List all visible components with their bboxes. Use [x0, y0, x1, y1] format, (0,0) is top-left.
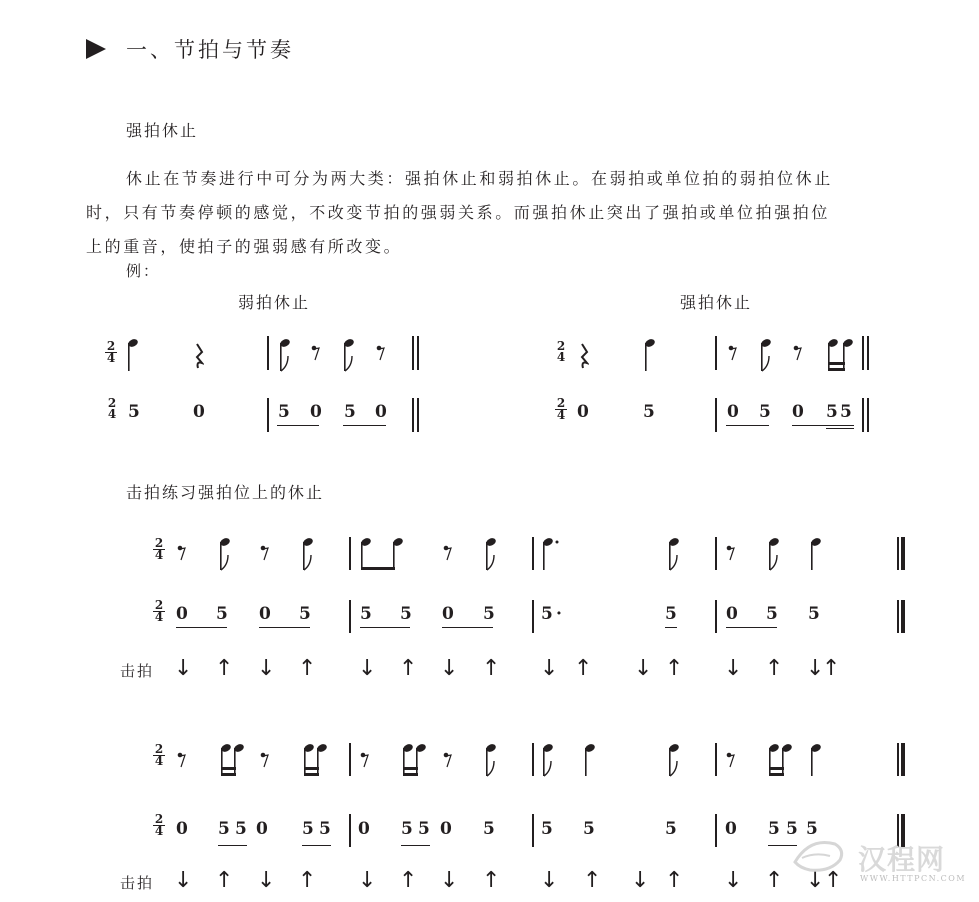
- barline: [715, 398, 717, 432]
- underline: [360, 627, 410, 628]
- jianpu-note: 0: [726, 604, 738, 624]
- down-arrow-icon: ↓: [358, 868, 377, 893]
- up-arrow-icon: ↑: [298, 656, 317, 681]
- jianpu-note: 5: [541, 604, 553, 624]
- barline: [532, 600, 534, 633]
- jianpu-note: 5: [418, 819, 430, 839]
- eighth-rest-icon: [376, 345, 386, 361]
- time-signature: 2 4: [107, 396, 117, 421]
- jianpu-note: 0: [193, 402, 205, 422]
- barline: [349, 600, 351, 633]
- jianpu-note: 5: [128, 402, 140, 422]
- jianpu-note: 0: [256, 819, 268, 839]
- barline: [715, 336, 717, 370]
- up-arrow-icon: ↑: [215, 868, 234, 893]
- underline: [176, 627, 227, 628]
- underline: [302, 845, 331, 846]
- underline: [218, 845, 247, 846]
- barline: [715, 814, 717, 847]
- double-barline: [412, 336, 414, 370]
- watermark-text: 汉程网: [858, 843, 946, 876]
- eighth-note-icon: [767, 537, 781, 571]
- barline: [349, 814, 351, 847]
- final-barline: [897, 600, 899, 633]
- underline: [401, 845, 430, 846]
- eighth-rest-icon: [793, 345, 803, 361]
- jianpu-note: 0: [727, 402, 739, 422]
- jianpu-note: 5: [319, 819, 331, 839]
- eighth-note-icon: [541, 743, 555, 777]
- jianpu-note: 5: [216, 604, 228, 624]
- up-arrow-icon: ↑: [482, 868, 501, 893]
- example-label: 例：: [126, 262, 161, 280]
- eighth-rest-icon: [726, 545, 736, 561]
- jianpu-note: 0: [375, 402, 387, 422]
- section-subtitle: 强拍休止: [126, 121, 199, 140]
- dotted-quarter-note-icon: [541, 537, 561, 571]
- jianpu-note: 0: [725, 819, 737, 839]
- down-arrow-icon: ↓: [631, 868, 650, 893]
- jianpu-note: 5: [766, 604, 778, 624]
- time-signature: 2 4: [154, 742, 164, 768]
- eighth-note-icon: [342, 338, 356, 372]
- up-arrow-icon: ↑: [665, 656, 684, 681]
- eighth-rest-icon: [728, 345, 738, 361]
- down-arrow-icon: ↓: [724, 656, 743, 681]
- up-arrow-icon: ↑: [665, 868, 684, 893]
- jianpu-note: 5: [759, 402, 771, 422]
- jianpu-note: 5: [299, 604, 311, 624]
- underline: [792, 425, 854, 426]
- up-arrow-icon: ↑: [298, 868, 317, 893]
- jianpu-note: 5: [401, 819, 413, 839]
- down-arrow-icon: ↓: [806, 868, 825, 893]
- eighth-rest-icon: [260, 752, 270, 768]
- down-arrow-icon: ↓: [724, 868, 743, 893]
- barline: [349, 743, 351, 776]
- down-arrow-icon: ↓: [174, 656, 193, 681]
- jianpu-note: 0: [310, 402, 322, 422]
- down-arrow-icon: ↓: [358, 656, 377, 681]
- augmentation-dot: ·: [556, 604, 562, 624]
- jianpu-note: 5: [344, 402, 356, 422]
- underline: [665, 627, 677, 628]
- example-strong-title: 强拍休止: [680, 293, 753, 312]
- quarter-note-icon: [583, 743, 597, 777]
- jianpu-note: 5: [278, 402, 290, 422]
- up-arrow-icon: ↑: [822, 656, 841, 681]
- eighth-rest-icon: [360, 752, 370, 768]
- quarter-note-icon: [126, 338, 140, 372]
- time-signature: 2 4: [154, 598, 164, 624]
- jianpu-note: 5: [483, 819, 495, 839]
- eighth-note-icon: [301, 537, 315, 571]
- jianpu-note: 5: [665, 819, 677, 839]
- up-arrow-icon: ↑: [215, 656, 234, 681]
- jianpu-note: 5: [808, 604, 820, 624]
- eighth-rest-icon: [443, 752, 453, 768]
- sixteenth-pair-icon: [219, 743, 245, 777]
- barline: [532, 814, 534, 847]
- underline: [343, 425, 386, 426]
- jianpu-note: 0: [259, 604, 271, 624]
- down-arrow-icon: ↓: [174, 868, 193, 893]
- down-arrow-icon: ↓: [634, 656, 653, 681]
- eighth-note-icon: [484, 537, 498, 571]
- jianpu-note: 5: [483, 604, 495, 624]
- sixteenth-pair-icon: [401, 743, 427, 777]
- double-underline: [826, 428, 854, 429]
- jianpu-note: 5: [360, 604, 372, 624]
- watermark-logo-icon: [790, 832, 850, 878]
- paragraph-line: 时，只有节奏停顿的感觉，不改变节拍的强弱关系。而强拍休止突出了强拍或单位拍强拍位: [86, 203, 831, 222]
- eighth-rest-icon: [726, 752, 736, 768]
- jianpu-note: 5: [400, 604, 412, 624]
- practice-title: 击拍练习强拍位上的休止: [126, 483, 325, 502]
- beat-label: 击拍: [120, 874, 155, 892]
- jianpu-note: 5: [235, 819, 247, 839]
- paragraph-line: 上的重音，使拍子的强弱感有所改变。: [86, 237, 403, 256]
- jianpu-note: 5: [840, 402, 852, 422]
- jianpu-note: 5: [786, 819, 798, 839]
- time-signature: 2 4: [106, 339, 116, 365]
- up-arrow-icon: ↑: [482, 656, 501, 681]
- right-triangle-icon: [86, 39, 106, 59]
- up-arrow-icon: ↑: [574, 656, 593, 681]
- barline: [267, 336, 269, 370]
- down-arrow-icon: ↓: [540, 868, 559, 893]
- quarter-rest-icon: [579, 342, 589, 370]
- underline: [259, 627, 310, 628]
- time-signature: 2 4: [154, 536, 164, 562]
- jianpu-note: 5: [826, 402, 838, 422]
- up-arrow-icon: ↑: [824, 868, 843, 893]
- quarter-note-icon: [809, 537, 823, 571]
- up-arrow-icon: ↑: [583, 868, 602, 893]
- beat-label: 击拍: [120, 662, 155, 680]
- eighth-rest-icon: [177, 545, 187, 561]
- barline: [267, 398, 269, 432]
- up-arrow-icon: ↑: [399, 868, 418, 893]
- jianpu-note: 0: [358, 819, 370, 839]
- eighth-note-icon: [759, 338, 773, 372]
- jianpu-note: 5: [768, 819, 780, 839]
- jianpu-note: 5: [665, 604, 677, 624]
- barline: [532, 743, 534, 776]
- jianpu-note: 0: [176, 819, 188, 839]
- barline: [715, 600, 717, 633]
- watermark-url: WWW.HTTPCN.COM: [860, 874, 967, 883]
- time-signature: 2 4: [154, 812, 164, 838]
- eighth-note-icon: [218, 537, 232, 571]
- eighth-note-icon: [667, 537, 681, 571]
- final-barline: [897, 743, 899, 776]
- double-barline: [862, 336, 864, 370]
- double-barline: [412, 398, 414, 432]
- jianpu-note: 5: [218, 819, 230, 839]
- down-arrow-icon: ↓: [440, 656, 459, 681]
- eighth-rest-icon: [177, 752, 187, 768]
- quarter-note-icon: [809, 743, 823, 777]
- barline: [532, 537, 534, 570]
- jianpu-note: 0: [440, 819, 452, 839]
- down-arrow-icon: ↓: [257, 868, 276, 893]
- eighth-rest-icon: [311, 345, 321, 361]
- double-barline: [862, 398, 864, 432]
- example-weak-title: 弱拍休止: [238, 293, 311, 312]
- jianpu-note: 5: [806, 819, 818, 839]
- time-signature: 2 4: [556, 396, 566, 422]
- paragraph-line: 休止在节奏进行中可分为两大类：强拍休止和弱拍休止。在弱拍或单位拍的弱拍位休止: [126, 169, 833, 188]
- underline: [277, 425, 319, 426]
- quarter-note-icon: [643, 338, 657, 372]
- jianpu-note: 0: [176, 604, 188, 624]
- eighth-rest-icon: [443, 545, 453, 561]
- jianpu-note: 0: [442, 604, 454, 624]
- eighth-note-icon: [278, 338, 292, 372]
- down-arrow-icon: ↓: [806, 656, 825, 681]
- jianpu-note: 5: [541, 819, 553, 839]
- beamed-eighth-pair-icon: [359, 537, 405, 571]
- underline: [726, 425, 769, 426]
- barline: [349, 537, 351, 570]
- underline: [442, 627, 493, 628]
- jianpu-note: 0: [577, 402, 589, 422]
- final-barline: [897, 537, 899, 570]
- time-signature: 2 4: [556, 339, 566, 364]
- sixteenth-pair-icon: [826, 338, 854, 372]
- up-arrow-icon: ↑: [765, 656, 784, 681]
- down-arrow-icon: ↓: [257, 656, 276, 681]
- jianpu-note: 0: [792, 402, 804, 422]
- body-paragraph: [86, 162, 916, 264]
- down-arrow-icon: ↓: [540, 656, 559, 681]
- up-arrow-icon: ↑: [765, 868, 784, 893]
- barline: [715, 537, 717, 570]
- section-heading: [86, 34, 294, 64]
- underline: [726, 627, 777, 628]
- jianpu-note: 5: [583, 819, 595, 839]
- barline: [715, 743, 717, 776]
- jianpu-note: 5: [643, 402, 655, 422]
- sixteenth-pair-icon: [302, 743, 328, 777]
- eighth-note-icon: [484, 743, 498, 777]
- eighth-rest-icon: [260, 545, 270, 561]
- jianpu-note: 5: [302, 819, 314, 839]
- sixteenth-pair-icon: [767, 743, 793, 777]
- up-arrow-icon: ↑: [399, 656, 418, 681]
- eighth-note-icon: [667, 743, 681, 777]
- down-arrow-icon: ↓: [440, 868, 459, 893]
- quarter-rest-icon: [194, 342, 204, 370]
- heading-title: 一、节拍与节奏: [126, 38, 294, 62]
